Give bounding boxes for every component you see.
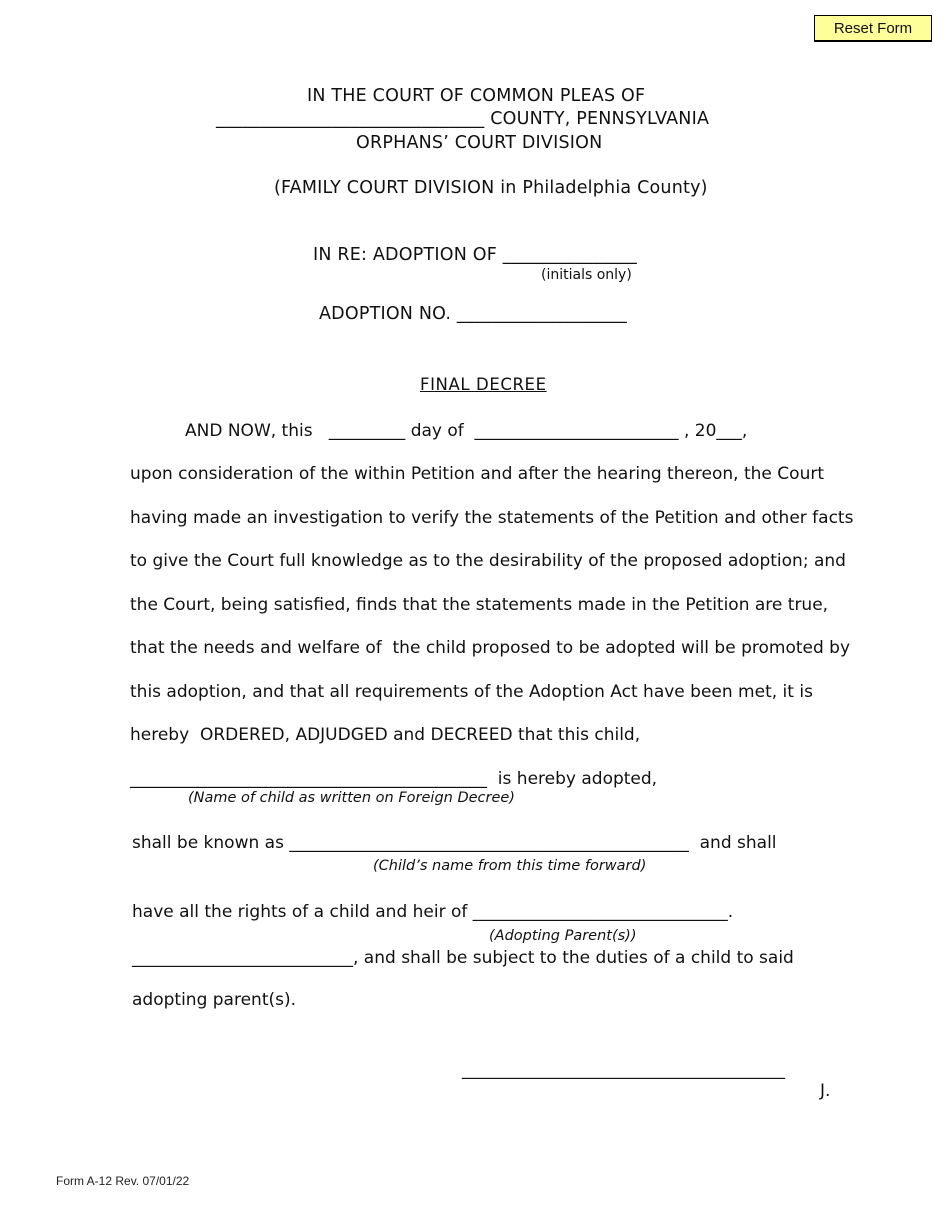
rights-line: have all the rights of a child and heir of ______________________________.: [132, 902, 734, 922]
initials-note: (initials only): [541, 267, 632, 283]
decree-line-8: hereby ORDERED, ADJUDGED and DECREED that this child,: [130, 725, 641, 745]
decree-line-7: this adoption, and that all requirements of the Adoption Act have been met, it is: [130, 682, 813, 702]
decree-line-2: upon consideration of the within Petition and after the hearing thereon, the Court: [130, 464, 824, 484]
decree-title: FINAL DECREE: [420, 375, 547, 394]
court-heading: IN THE COURT OF COMMON PLEAS OF: [307, 86, 646, 106]
judge-suffix: J.: [820, 1081, 831, 1101]
decree-line-3: having made an investigation to verify the statements of the Petition and other facts: [130, 508, 854, 528]
decree-line-5: the Court, being satisfied, finds that the statements made in the Petition are true,: [130, 595, 829, 615]
known-as-line: shall be known as _______________________________________________ and shall: [132, 833, 777, 853]
division-heading: ORPHANS’ COURT DIVISION: [356, 133, 603, 153]
county-line: ______________________________ COUNTY, PENNSYLVANIA: [216, 109, 710, 129]
rights-caption: (Adopting Parent(s)): [489, 928, 637, 944]
in-re-adoption: IN RE: ADOPTION OF _______________: [313, 245, 637, 265]
adopted-child-line: __________________________________________ is hereby adopted,: [130, 769, 658, 789]
known-as-caption: (Child’s name from this time forward): [373, 858, 647, 874]
philadelphia-note: (FAMILY COURT DIVISION in Philadelphia County): [274, 178, 708, 198]
decree-line-1: AND NOW, this _________ day of ________________________ , 20___,: [185, 421, 748, 441]
judge-signature-line: ______________________________________: [462, 1060, 785, 1080]
closing-line: adopting parent(s).: [132, 990, 297, 1010]
decree-line-4: to give the Court full knowledge as to the desirability of the proposed adoption; and: [130, 551, 846, 571]
adopted-child-caption: (Name of child as written on Foreign Decree): [188, 790, 515, 806]
adoption-number: ADOPTION NO. ___________________: [319, 304, 627, 324]
reset-form-button[interactable]: Reset Form: [814, 15, 932, 42]
form-identifier: Form A-12 Rev. 07/01/22: [56, 1174, 190, 1188]
duties-line: __________________________, and shall be subject to the duties of a child to said: [132, 948, 794, 968]
decree-line-6: that the needs and welfare of the child proposed to be adopted will be promoted by: [130, 638, 851, 658]
